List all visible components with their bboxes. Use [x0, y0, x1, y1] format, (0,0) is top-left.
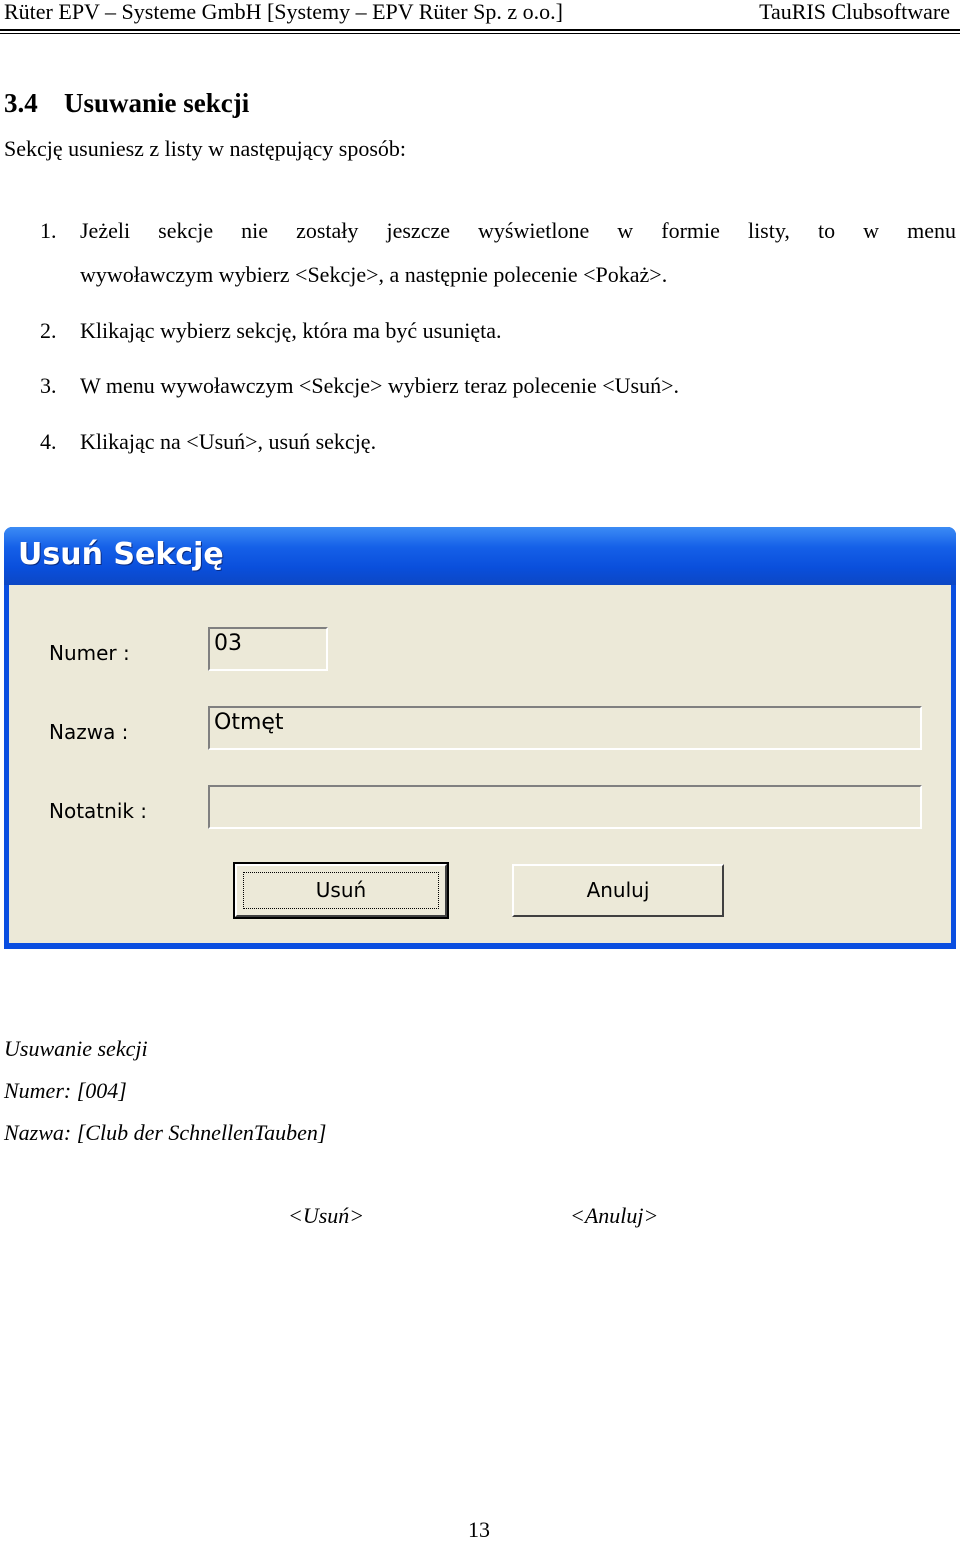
header-rule-thin	[0, 33, 960, 34]
page-number: 13	[468, 1517, 490, 1542]
dialog-title: Usuń Sekcję	[18, 537, 224, 572]
page-header	[0, 0, 960, 36]
caption-cancel: <Anuluj>	[570, 1203, 659, 1228]
cancel-button[interactable]	[512, 864, 724, 917]
notatnik-field[interactable]	[208, 785, 922, 829]
header-rule	[0, 29, 960, 31]
step-text: Klikając na <Usuń>, usuń sekcję.	[80, 429, 377, 454]
section-number: 3.4	[4, 88, 38, 118]
delete-button[interactable]	[235, 864, 447, 917]
step-number: 4.	[40, 429, 57, 454]
nazwa-field[interactable]: Otmęt	[208, 706, 922, 750]
step-text: W menu wywoławczym <Sekcje> wybierz teraz polecenie <Usuń>.	[80, 373, 680, 398]
section-intro: Sekcję usuniesz z listy w następujący sposób:	[4, 136, 407, 161]
numer-field[interactable]: 03	[208, 627, 328, 671]
nazwa-label: Nazwa :	[49, 720, 129, 744]
numer-label: Numer :	[49, 641, 130, 665]
dialog-titlebar[interactable]	[4, 527, 956, 585]
caption-numer: Numer: [004]	[4, 1078, 127, 1103]
caption-title: Usuwanie sekcji	[4, 1036, 148, 1061]
header-product: TauRIS Clubsoftware	[759, 0, 950, 24]
caption-nazwa: Nazwa: [Club der SchnellenTauben]	[4, 1120, 327, 1145]
step-text-line1: Jeżeli sekcje nie zostały jeszcze wyświetlone w formie listy, to w menu	[80, 218, 956, 243]
delete-section-dialog	[4, 527, 956, 949]
step-text-line2: wywoławczym wybierz <Sekcje>, a następnie polecenie <Pokaż>.	[80, 262, 668, 287]
notatnik-label: Notatnik :	[49, 799, 148, 823]
section-heading	[4, 88, 249, 119]
step-number: 1.	[40, 218, 57, 243]
dialog-body	[9, 585, 951, 943]
section-title: Usuwanie sekcji	[64, 88, 250, 118]
cancel-button-label: Anuluj	[586, 878, 650, 902]
header-company: Rüter EPV – Systeme GmbH [Systemy – EPV Rüter Sp. z o.o.]	[4, 0, 563, 24]
step-number: 3.	[40, 373, 57, 398]
step-text: Klikając wybierz sekcję, która ma być usunięta.	[80, 318, 502, 343]
delete-button-label: Usuń	[315, 878, 367, 902]
step-number: 2.	[40, 318, 57, 343]
caption-delete: <Usuń>	[288, 1203, 365, 1228]
